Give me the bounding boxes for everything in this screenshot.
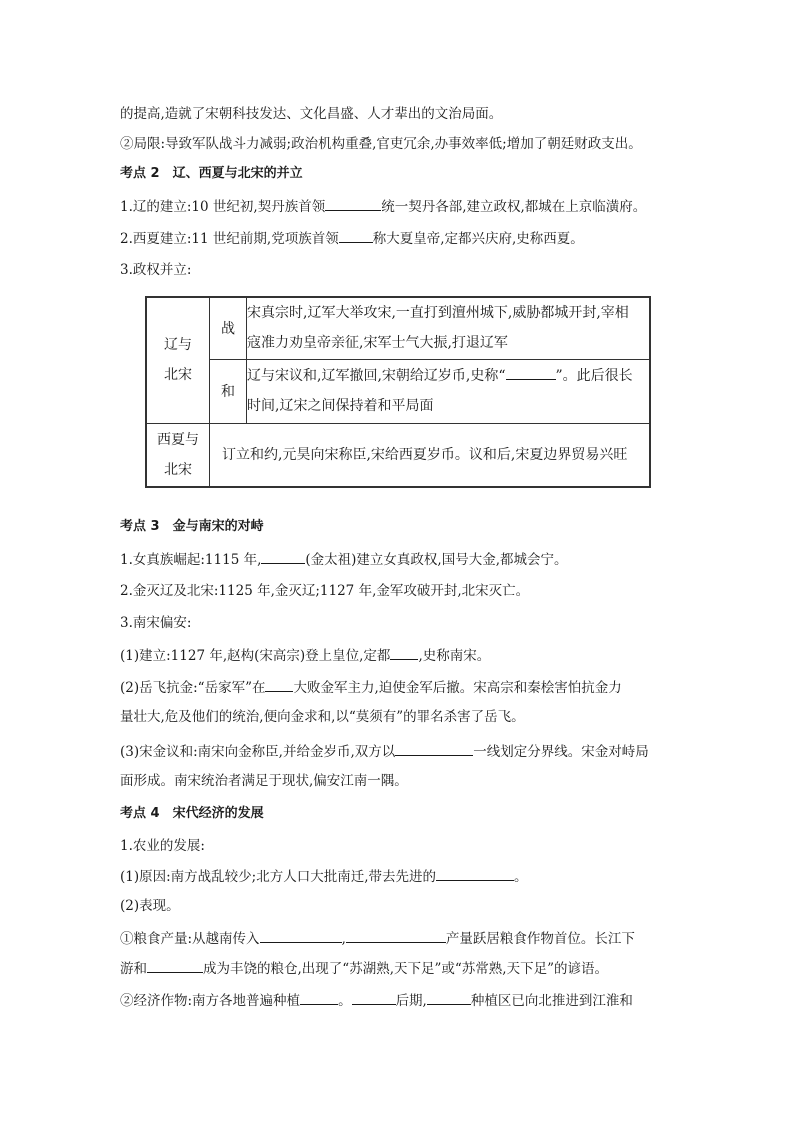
fill-in-blank: [390, 645, 418, 660]
table-cell: [247, 359, 651, 423]
text-line: [120, 196, 646, 217]
text-segment: (金太祖)建立女真政权,国号大金,都城会宁。: [305, 552, 568, 568]
text-segment: ①粮食产量:从越南传入: [120, 931, 260, 947]
fill-in-blank: [506, 365, 556, 380]
text-line: 1.农业的发展:: [120, 838, 205, 854]
fill-in-blank: [265, 677, 293, 692]
table-cell: 订立和约,元昊向宋称臣,宋给西夏岁币。议和后,宋夏边界贸易兴旺: [210, 423, 651, 487]
text-segment: 称大夏皇帝,定都兴庆府,史称西夏。: [372, 231, 584, 247]
fill-in-blank: [325, 196, 381, 211]
fill-in-blank: [147, 958, 203, 973]
text-line: 的提高,造就了宋朝科技发达、文化昌盛、人才辈出的文治局面。: [120, 106, 503, 122]
section-heading: 考点 2 辽、西夏与北宋的并立: [120, 166, 303, 181]
text-segment: 种植区已向北推进到江淮和: [470, 993, 633, 1009]
text-line: [120, 866, 528, 887]
text-line: ②局限:导致军队战斗力减弱;政治机构重叠,官吏冗余,办事效率低;增加了朝廷财政支出。: [120, 136, 642, 152]
text-line: 量壮大,危及他们的统治,便向金求和,以“莫须有”的罪名杀害了岳飞。: [120, 709, 525, 725]
relations-table: [145, 296, 651, 488]
fill-in-blank: [436, 866, 514, 881]
text-line: 面形成。南宋统治者满足于现状,偏安江南一隅。: [120, 773, 408, 789]
fill-in-blank: [261, 549, 305, 564]
text-line: 2.金灭辽及北宋:1125 年,金灭辽;1127 年,金军攻破开封,北宋灭亡。: [120, 583, 530, 599]
text-segment: 。: [338, 993, 352, 1009]
text-segment: 1.女真族崛起:1115 年,: [120, 552, 262, 568]
text-segment: ,: [341, 931, 346, 947]
text-segment: 2.西夏建立:11 世纪前期,党项族首领: [120, 231, 339, 247]
text-segment: 游和: [120, 961, 147, 977]
text-line: (2)表现。: [120, 898, 180, 914]
fill-in-blank: [300, 990, 338, 1005]
text-line: [120, 928, 635, 949]
text-segment: ,史称南宋。: [418, 648, 491, 664]
fill-in-blank: [352, 990, 396, 1005]
text-segment: 大败金军主力,迫使金军后撤。宋高宗和秦桧害怕抗金力: [293, 680, 622, 696]
fill-in-blank: [427, 990, 471, 1005]
text-segment: (1)建立:1127 年,赵构(宋高宗)登上皇位,定都: [120, 648, 391, 664]
table-group-label: 西夏与 北宋: [146, 423, 210, 487]
text-segment: 1.辽的建立:10 世纪初,契丹族首领: [120, 199, 326, 215]
table-sub-label: 和: [210, 359, 247, 423]
text-line: [120, 228, 584, 249]
table-group-label: 辽与 北宋: [146, 297, 210, 423]
text-segment: 统一契丹各部,建立政权,都城在上京临潢府。: [381, 199, 647, 215]
section-heading: 考点 4 宋代经济的发展: [120, 806, 264, 821]
fill-in-blank: [395, 741, 473, 756]
text-segment: 辽与宋议和,辽军撤回,宋朝给辽岁币,史称“: [247, 368, 506, 384]
text-segment: 。: [514, 869, 528, 885]
text-line: 3.南宋偏安:: [120, 615, 192, 631]
text-segment: 一线划定分界线。宋金对峙局: [473, 744, 649, 760]
cell-text: [247, 361, 649, 391]
text-segment: 后期,: [395, 993, 427, 1009]
text-segment: ”。此后很长: [555, 368, 633, 384]
table-cell: [247, 297, 651, 359]
text-line: [120, 958, 608, 979]
text-segment: 成为丰饶的粮仓,出现了“苏湖熟,天下足”或“苏常熟,天下足”的谚语。: [203, 961, 608, 977]
text-line: [120, 741, 649, 762]
fill-in-blank: [260, 928, 342, 943]
text-line: [120, 990, 633, 1011]
cell-text: 宋真宗时,辽军大举攻宋,一直打到澶州城下,威胁都城开封,宰相: [247, 305, 629, 322]
text-segment: (1)原因:南方战乱较少;北方人口大批南迁,带去先进的: [120, 869, 437, 885]
fill-in-blank: [346, 928, 446, 943]
text-line: [120, 549, 568, 570]
text-line: 3.政权并立:: [120, 262, 192, 278]
text-segment: 产量跃居粮食作物首位。长江下: [445, 931, 635, 947]
table-sub-label: 战: [210, 297, 247, 359]
text-segment: (3)宋金议和:南宋向金称臣,并给金岁币,双方以: [120, 744, 396, 760]
text-line: [120, 645, 490, 666]
text-segment: (2)岳飞抗金:“岳家军”在: [120, 680, 266, 696]
text-segment: ②经济作物:南方各地普遍种植: [120, 993, 301, 1009]
text-line: [120, 677, 622, 698]
section-heading: 考点 3 金与南宋的对峙: [120, 519, 264, 534]
fill-in-blank: [339, 228, 373, 243]
cell-text: 时间,辽宋之间保持着和平局面: [247, 398, 434, 414]
cell-text: 寇准力劝皇帝亲征,宋军士气大振,打退辽军: [247, 335, 508, 352]
